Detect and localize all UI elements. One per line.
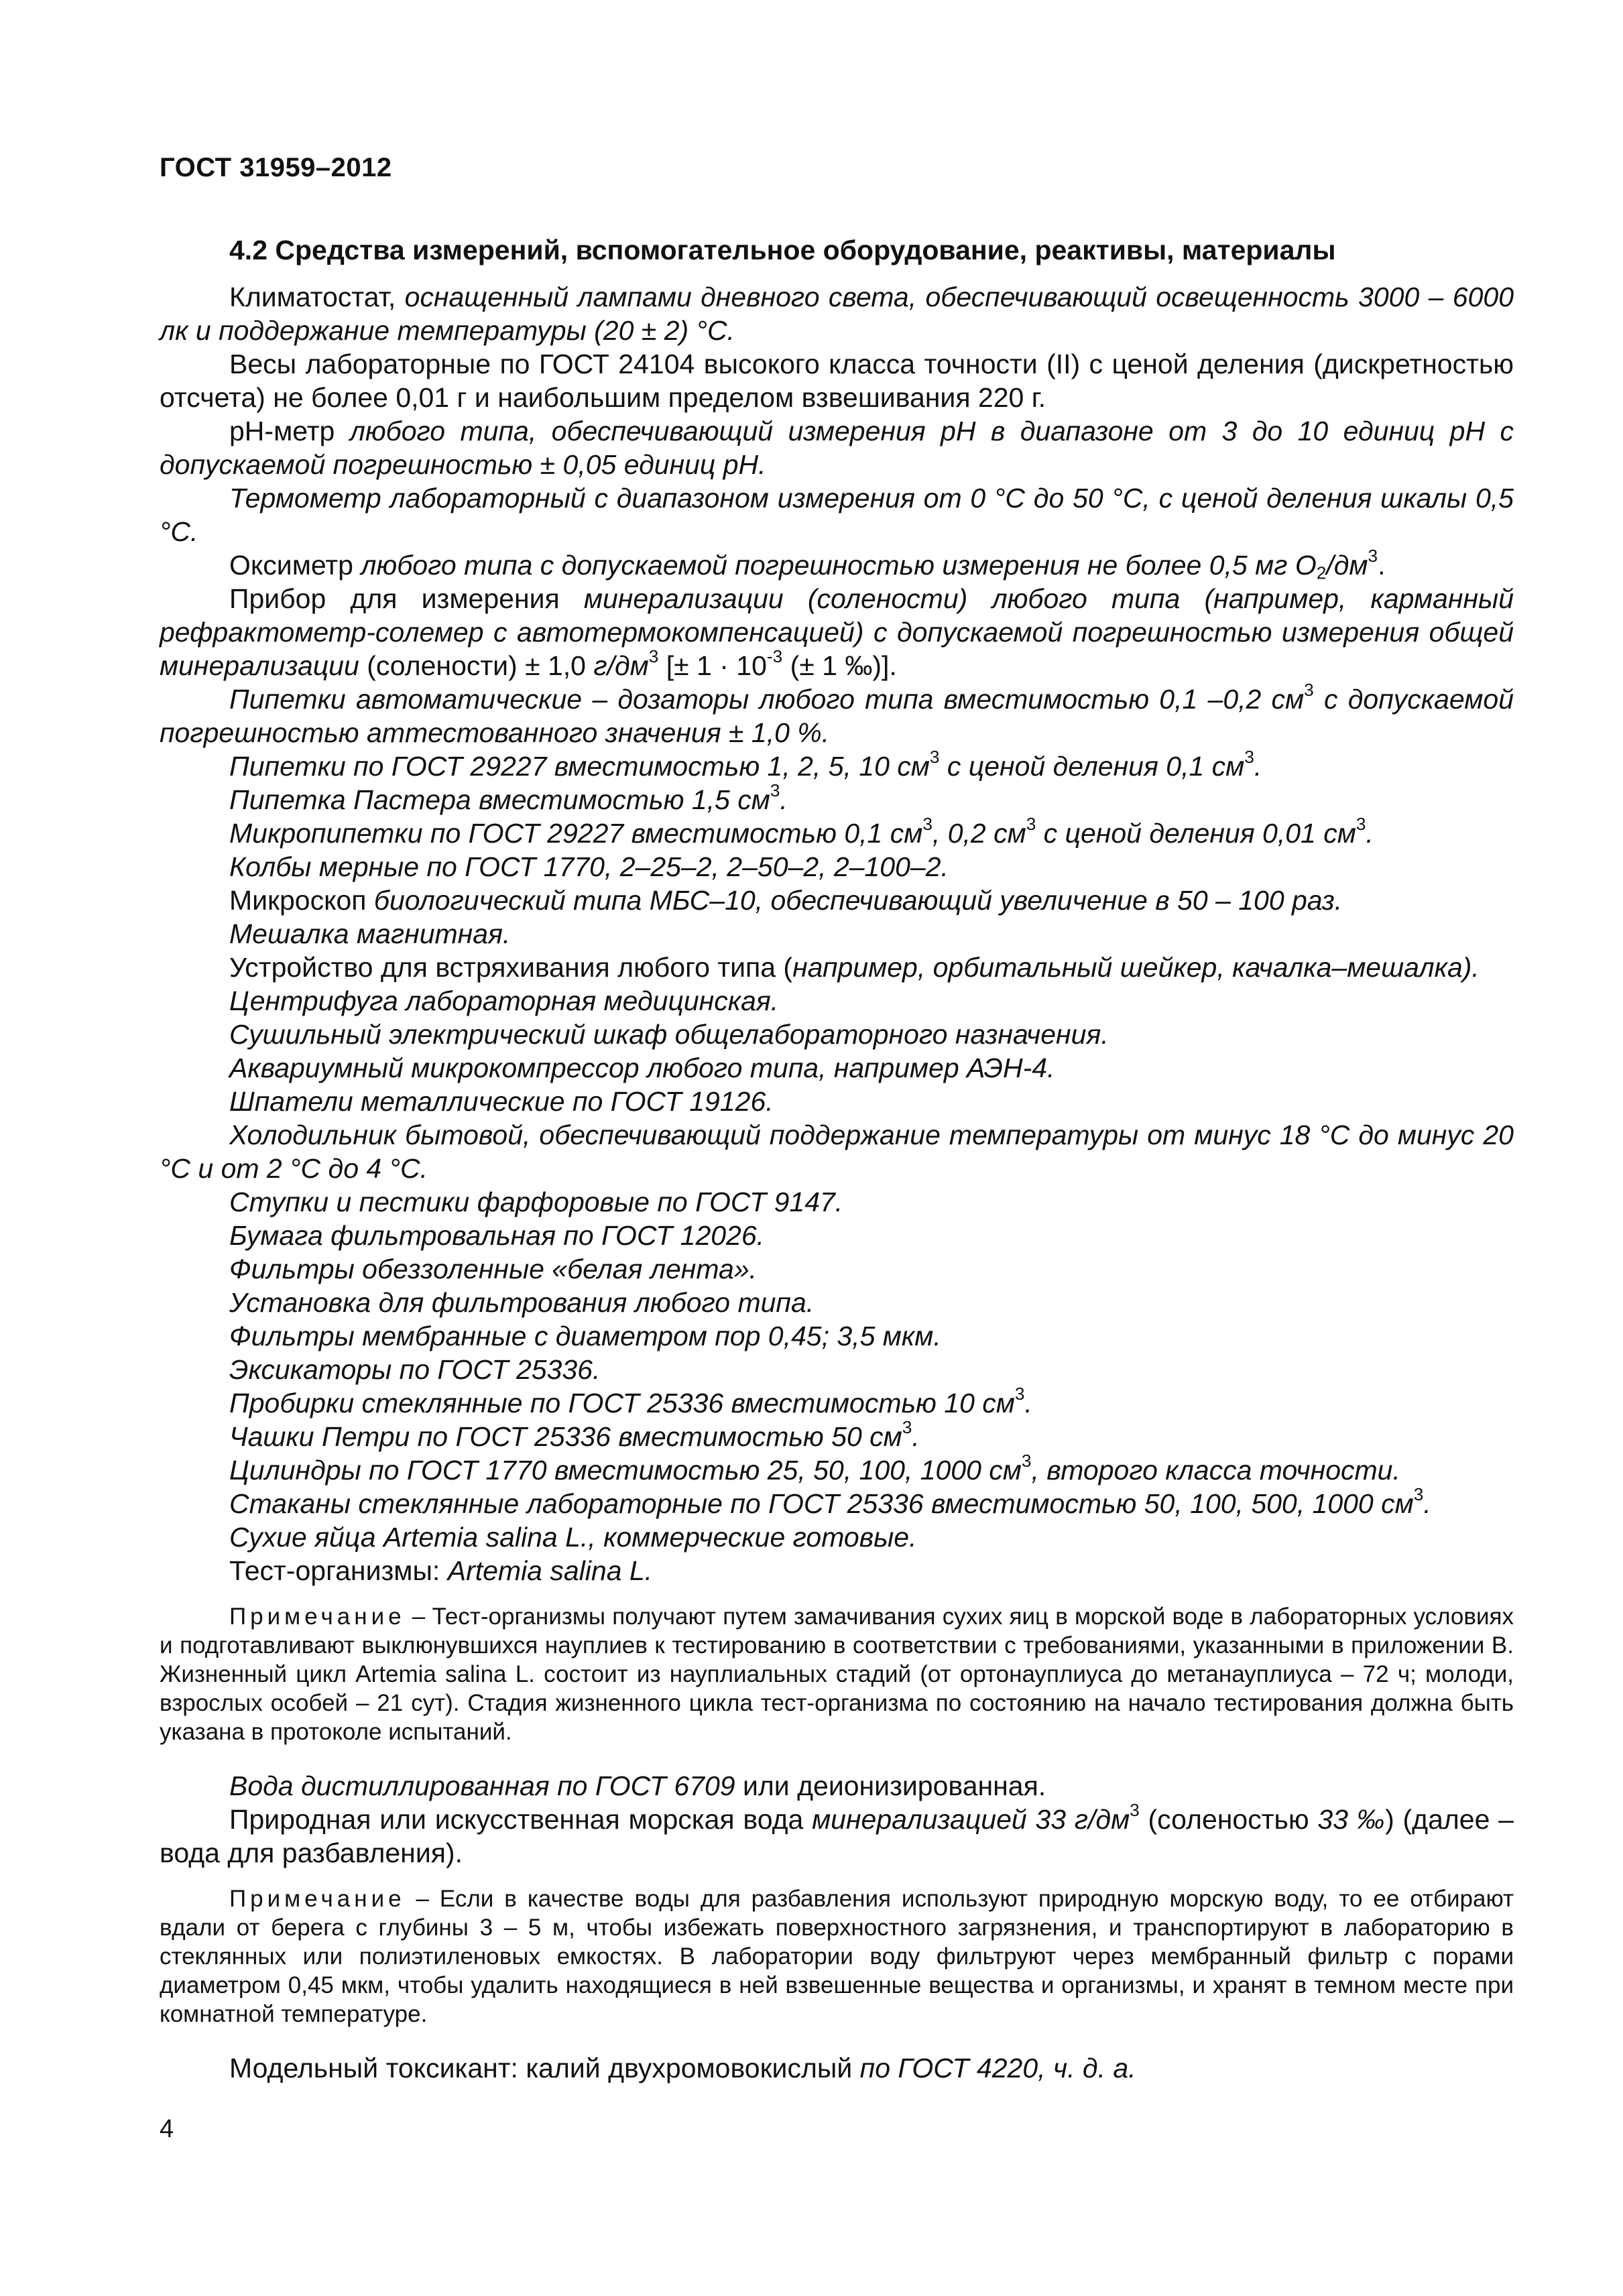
item-distilled-water: Вода дистиллированная по ГОСТ 6709 или деионизированная. (229, 1770, 1046, 1801)
item-aquarium-compressor: Аквариумный микрокомпрессор любого типа, например АЭН-4. (229, 1052, 1055, 1083)
item-test-organisms: Тест-организмы: Artemia salina L. (229, 1555, 653, 1586)
note-label: Примечание (229, 1886, 406, 1912)
item-oximeter: Оксиметр любого типа с допускаемой погрешностью измерения не более 0,5 мг $О_2/дм^3$. (229, 546, 1386, 583)
item-model-toxicant: Модельный токсикант: калий двухромовокислый по ГОСТ 4220, ч. д. а. (229, 2053, 1136, 2083)
item-pipettes-gost: Пипетки по ГОСТ 29227 вместимостью 1, 2, 5, 10 $см^3$ с ценой деления 0,1 $см^3$. (229, 747, 1262, 782)
item-stirrer: Мешалка магнитная. (229, 918, 511, 949)
item-spatulas: Шпатели металлические по ГОСТ 19126. (229, 1086, 774, 1117)
item-membrane-filters: Фильтры мембранные с диаметром пор 0,45; 3,5 мкм. (229, 1321, 941, 1351)
item-desiccators: Эксикаторы по ГОСТ 25336. (229, 1354, 601, 1385)
item-filter-paper: Бумага фильтровальная по ГОСТ 12026. (229, 1220, 765, 1251)
item-petri-dishes: Чашки Петри по ГОСТ 25336 вместимостью 50 $см^3$. (229, 1417, 920, 1452)
item-salinity-meter: Прибор для измерения минерализации (солености) любого типа (например, карманный рефрактометр-солемер с автотермокомпенсацией) с допускаемой погрешностью измерения общей минерализации (солености) ± 1,0 $г/дм^3$ [± $1 \cdot 10^{-3}$ (± 1 ‰)]. (160, 583, 1514, 681)
item-pipettes-auto: Пипетки автоматические – дозаторы любого типа вместимостью 0,1 –0,2 $см^3$ с допускаемой погрешностью аттестованного значения ± 1,0 %. (160, 680, 1514, 748)
item-filter-unit: Установка для фильтрования любого типа. (229, 1287, 815, 1318)
note-label: Примечание (229, 1604, 406, 1630)
item-flasks: Колбы мерные по ГОСТ 1770, 2–25–2, 2–50–2, 2–100–2. (229, 851, 949, 882)
note-dilution-water: Примечание – Если в качестве воды для разбавления используют природную морскую воду, то ее отбирают вдали от берега с глубины 3 – 5 м, чтобы избежать поверхностного загрязнения, и транспортируют в лабораторию в стеклянных или полиэтиленовых емкостях. В лаборатории воду фильтруют через мембранный фильтр с порами диаметром 0,45 мкм, чтобы удалить находящиеся в ней взвешенные вещества и организмы, и хранят в темном месте при комнатной температуре. (160, 1886, 1514, 2027)
document-header: ГОСТ 31959–2012 (160, 153, 392, 182)
item-thermometer: Термометр лабораторный с диапазоном измерения от 0 °С до 50 °С, с ценой деления шкалы 0,5 °С. (160, 483, 1514, 547)
note-test-organisms: Примечание – Тест-организмы получают путем замачивания сухих яиц в морской воде в лабораторных условиях и подготавливают выклюнувшихся науплиев к тестированию в соответствии с требованиями, указанными в приложении В. Жизненный цикл Artemia salina L. состоит из науплиальных стадий (от ортонауплиуса до метанауплиуса – 72 ч; молоди, взрослых особей – 21 сут). Стадия жизненного цикла тест-организма по состоянию на начало тестирования должна быть указана в протоколе испытаний. (160, 1604, 1514, 1745)
item-centrifuge: Центрифуга лабораторная медицинская. (229, 985, 779, 1016)
item-test-tubes: Пробирки стеклянные по ГОСТ 25336 вместимостью 10 $см^3$. (229, 1384, 1032, 1418)
item-beakers: Стаканы стеклянные лабораторные по ГОСТ 25336 вместимостью 50, 100, 500, 1000 $см^3$. (229, 1484, 1431, 1519)
item-sea-water: Природная или искусственная морская вода минерализацией 33 $г/дм^3$ (соленостью 33 ‰) (далее – вода для разбавления). (160, 1800, 1514, 1868)
page-number: 4 (160, 2115, 174, 2143)
item-dry-eggs: Сухие яйца Artemia salina L., коммерческие готовые. (229, 1522, 917, 1553)
item-ashless-filters: Фильтры обеззоленные «белая лента». (229, 1254, 758, 1284)
item-cylinders: Цилиндры по ГОСТ 1770 вместимостью 25, 50, 100, 1000 $см^3$, второго класса точности. (229, 1451, 1400, 1486)
section-title: 4.2 Средства измерений, вспомогательное оборудование, реактивы, материалы (229, 235, 1336, 265)
item-fridge: Холодильник бытовой, обеспечивающий поддержание температуры от минус 18 °С до минус 20 °С и от 2 °С до 4 °С. (160, 1120, 1514, 1184)
item-shaker: Устройство для встряхивания любого типа (например, орбитальный шейкер, качалка–мешалка). (229, 952, 1480, 983)
item-climatostat: Климатостат, оснащенный лампами дневного света, обеспечивающий освещенность 3000 – 6000 лк и поддержание температуры (20 ± 2) °С. (160, 282, 1514, 346)
item-dryer: Сушильный электрический шкаф общелабораторного назначения. (229, 1019, 1109, 1050)
item-microscope: Микроскоп биологический типа МБС–10, обеспечивающий увеличение в 50 – 100 раз. (229, 885, 1343, 916)
item-pasteur-pipette: Пипетка Пастера вместимостью 1,5 $см^3$. (229, 780, 788, 815)
document-body (160, 280, 1514, 2085)
item-micropipettes: Микропипетки по ГОСТ 29227 вместимостью 0,1 $см^3$, 0,2 $см^3$ с ценой деления 0,01 $см^3$. (229, 814, 1374, 849)
item-mortars: Ступки и пестики фарфоровые по ГОСТ 9147. (229, 1187, 843, 1217)
item-ph-meter: рН-метр любого типа, обеспечивающий измерения рН в диапазоне от 3 до 10 единиц рН с допускаемой погрешностью ± 0,05 единиц рН. (160, 416, 1514, 480)
item-scales: Весы лабораторные по ГОСТ 24104 высокого класса точности (II) с ценой деления (дискретностью отсчета) не более 0,01 г и наибольшим пределом взвешивания 220 г. (160, 349, 1514, 413)
